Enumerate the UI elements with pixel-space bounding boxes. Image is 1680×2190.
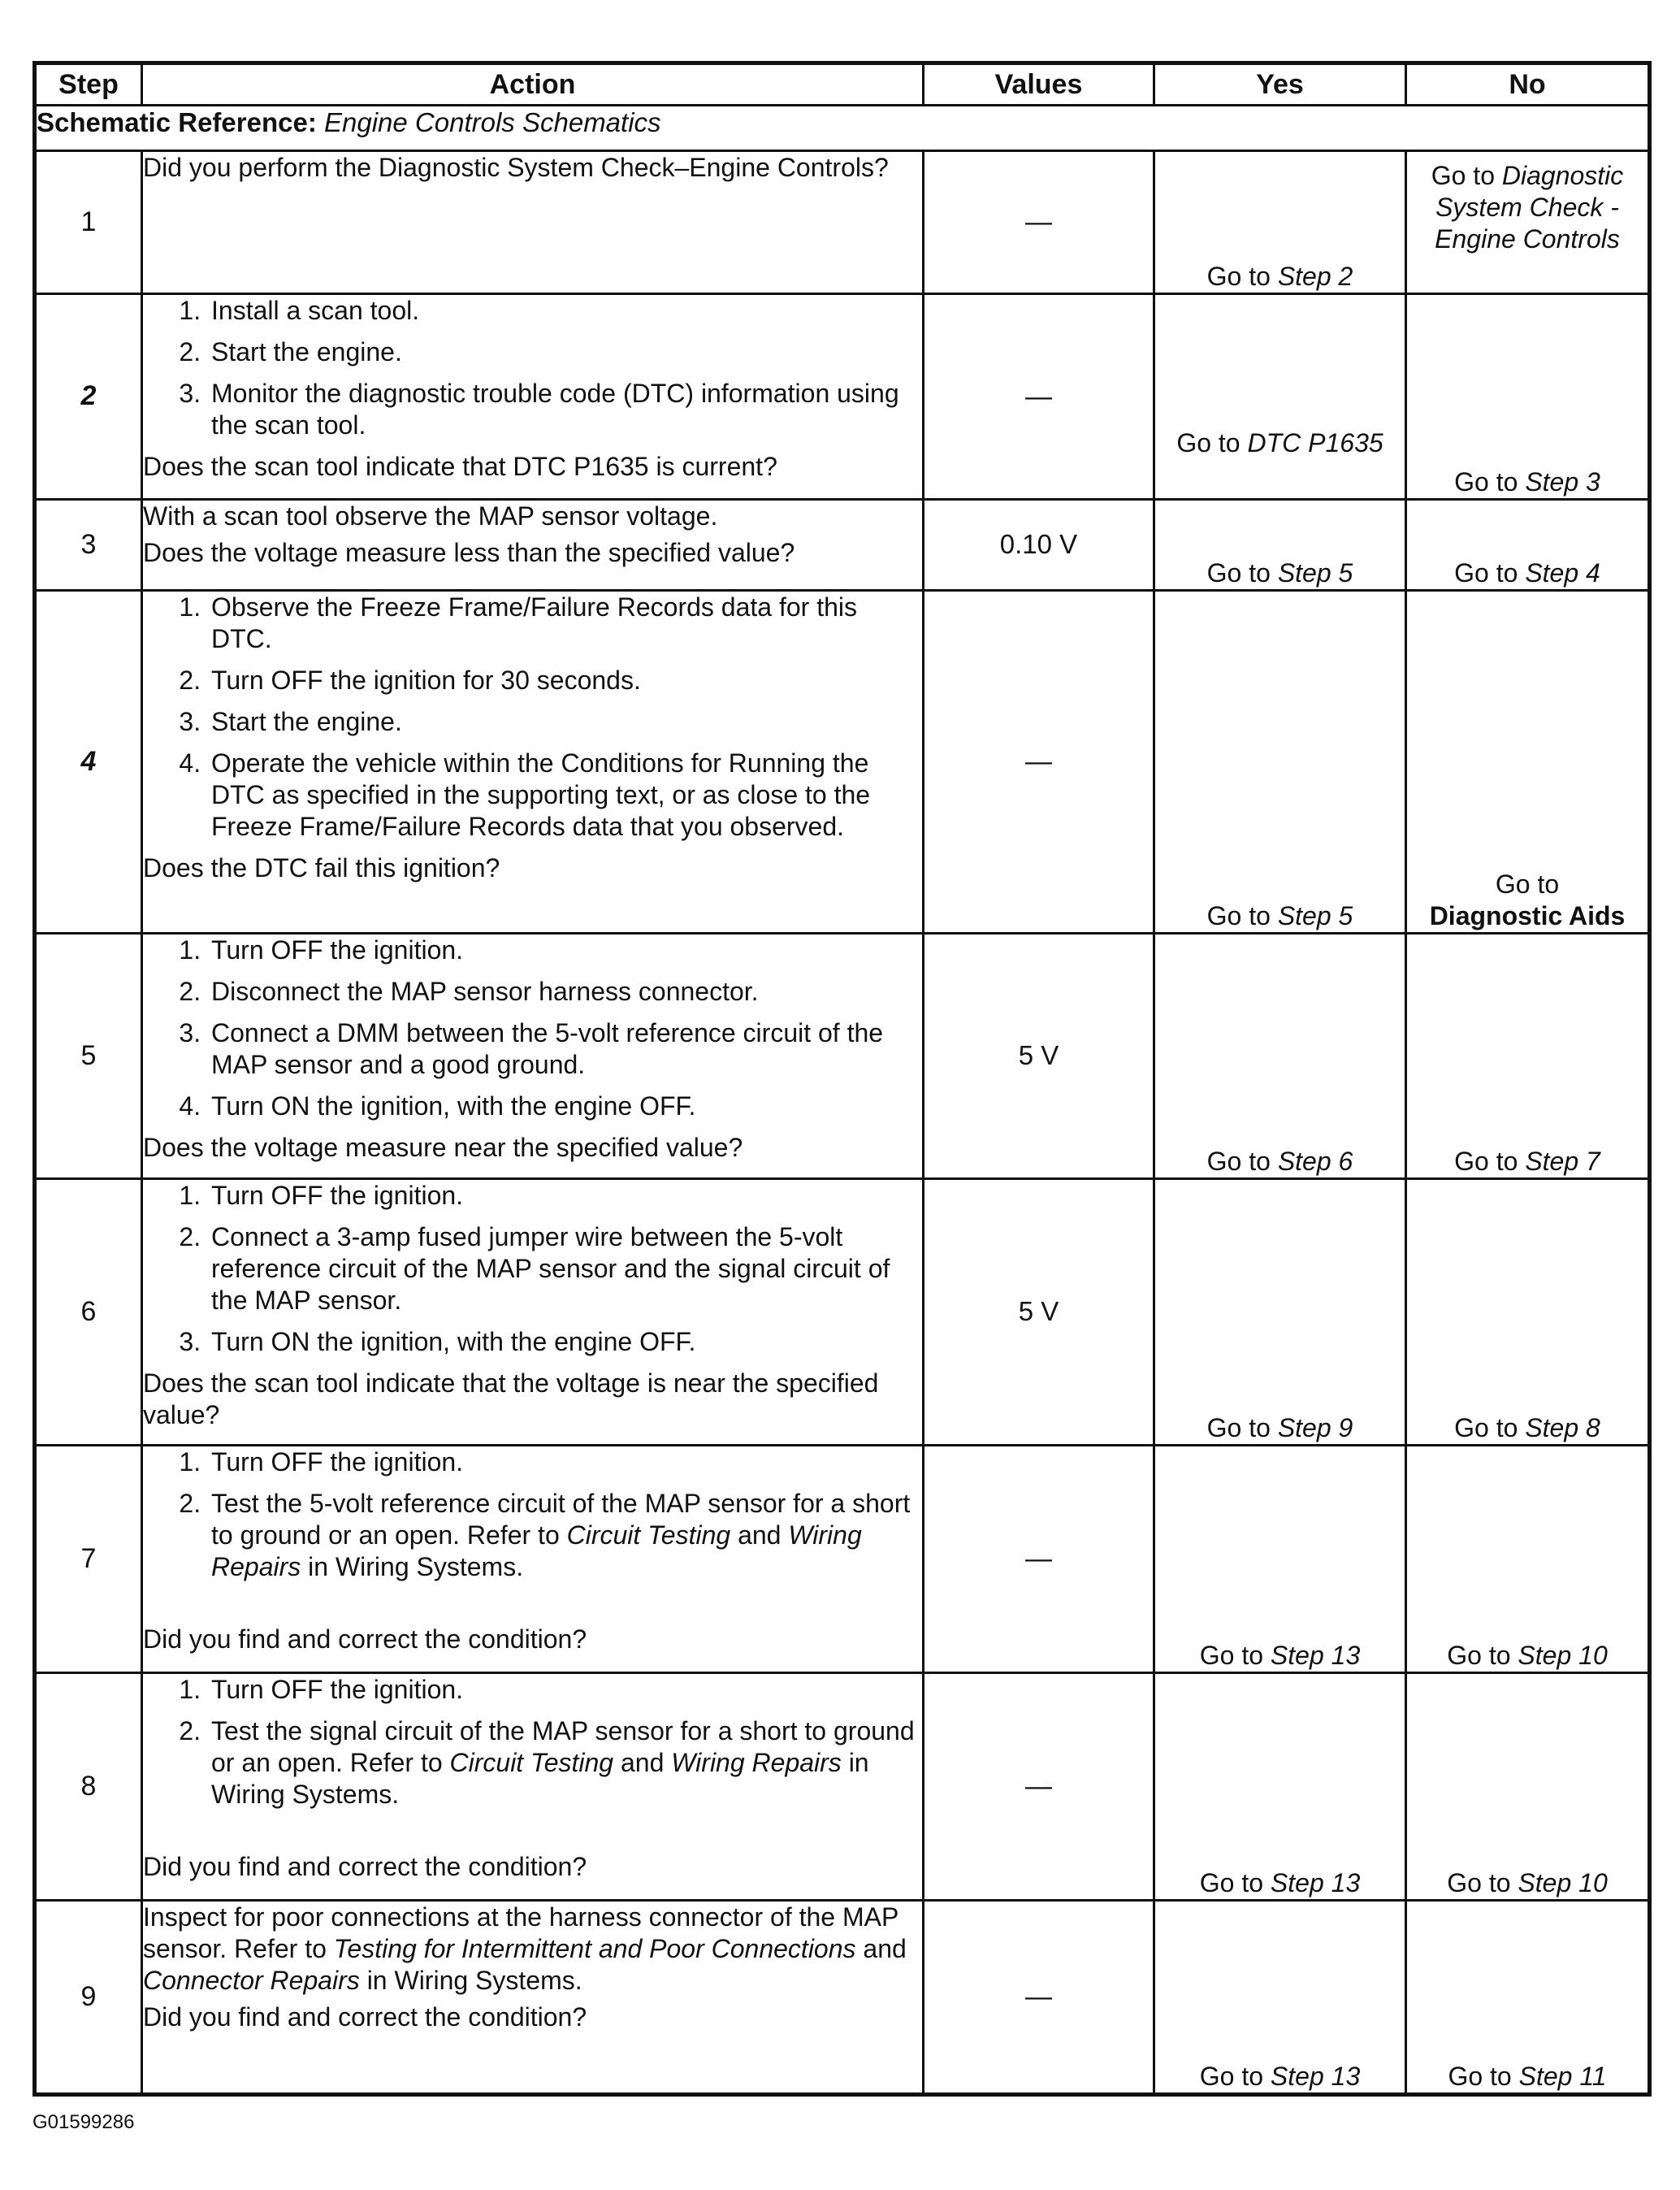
step-number: 4 <box>35 591 142 934</box>
header-values: Values <box>924 63 1154 106</box>
figure-id: G01599286 <box>32 2111 135 2133</box>
action-intro: With a scan tool observe the MAP sensor voltage. <box>143 501 718 531</box>
yes-cell: Go to DTC P1635 <box>1154 294 1406 500</box>
goto-link[interactable]: Step 9 <box>1277 1412 1353 1442</box>
values-cell: — <box>924 1901 1154 2095</box>
schematic-reference-row <box>35 106 1650 151</box>
action-cell <box>142 151 924 294</box>
step-number: 2 <box>35 294 142 500</box>
action-list <box>143 1674 922 1811</box>
action-question: Did you find and correct the condition? <box>143 1852 587 1882</box>
action-item: 1. Turn OFF the ignition. <box>208 1180 922 1212</box>
header-action: Action <box>142 63 924 106</box>
header-yes: Yes <box>1154 63 1406 106</box>
no-cell: Go to Step 10 <box>1406 1673 1650 1901</box>
action-cell <box>142 1446 924 1673</box>
action-intro: Inspect for poor connections at the harness connector of the MAP sensor. Refer to Testing for Intermittent and Poor Connections and Connector Repairs in Wiring Systems. <box>143 1902 907 1996</box>
goto-link[interactable]: Diagnostic System Check - Engine Controls <box>1435 161 1624 254</box>
action-item: 1. Turn OFF the ignition. <box>208 935 922 966</box>
table-row <box>35 294 1650 500</box>
goto-link[interactable]: Step 13 <box>1270 1867 1361 1897</box>
action-cell <box>142 1673 924 1901</box>
action-question: Does the voltage measure less than the specified value? <box>143 538 795 568</box>
reference-link[interactable]: Circuit Testing <box>566 1520 731 1550</box>
reference-link[interactable]: Testing for Intermittent and Poor Connections <box>333 1934 856 1964</box>
no-cell: Go to Diagnostic System Check - Engine Controls <box>1406 151 1650 294</box>
no-cell: Go to Step 4 <box>1406 500 1650 591</box>
action-item: 2. Disconnect the MAP sensor harness connector. <box>208 976 922 1008</box>
goto-link[interactable]: DTC P1635 <box>1247 427 1383 458</box>
table-row <box>35 934 1650 1179</box>
values-cell: — <box>924 151 1154 294</box>
values-cell: — <box>924 1446 1154 1673</box>
diagnostic-table <box>32 61 1652 2097</box>
step-number: 6 <box>35 1179 142 1446</box>
action-item: 1. Turn OFF the ignition. <box>208 1446 922 1478</box>
no-cell: Go to Step 8 <box>1406 1179 1650 1446</box>
yes-cell: Go to Step 5 <box>1154 591 1406 934</box>
table-row <box>35 591 1650 934</box>
step-number: 8 <box>35 1673 142 1901</box>
goto-link[interactable]: Step 8 <box>1525 1412 1600 1442</box>
step-number: 1 <box>35 151 142 294</box>
table-row <box>35 1446 1650 1673</box>
goto-link[interactable]: Step 2 <box>1277 261 1353 291</box>
reference-link[interactable]: Wiring Repairs <box>211 1520 862 1582</box>
table-row <box>35 1673 1650 1901</box>
table-row <box>35 500 1650 591</box>
action-item: 3. Connect a DMM between the 5-volt reference circuit of the MAP sensor and a good ground. <box>208 1017 922 1081</box>
schematic-label: Schematic Reference: <box>37 107 317 137</box>
action-item: 3. Start the engine. <box>208 706 922 738</box>
action-list <box>143 592 922 843</box>
action-question: Does the scan tool indicate that the voltage is near the specified value? <box>143 1368 879 1430</box>
action-list <box>143 1446 922 1583</box>
reference-link[interactable]: Connector Repairs <box>143 1966 360 1996</box>
action-cell <box>142 1179 924 1446</box>
action-question: Does the voltage measure near the specified value? <box>143 1133 743 1163</box>
header-no: No <box>1406 63 1650 106</box>
goto-link[interactable]: Step 13 <box>1270 1640 1361 1670</box>
action-list <box>143 1180 922 1358</box>
step-number: 9 <box>35 1901 142 2095</box>
action-item: 2. Connect a 3-amp fused jumper wire between the 5-volt reference circuit of the MAP sensor and the signal circuit of the MAP sensor. <box>208 1221 922 1316</box>
action-item: 3. Monitor the diagnostic trouble code (DTC) information using the scan tool. <box>208 378 922 441</box>
step-number: 3 <box>35 500 142 591</box>
action-item: 1. Install a scan tool. <box>208 295 922 327</box>
no-cell: Go to Diagnostic Aids <box>1406 591 1650 934</box>
action-question: Did you find and correct the condition? <box>143 2002 587 2032</box>
no-cell: Go to Step 7 <box>1406 934 1650 1179</box>
action-item: 4. Operate the vehicle within the Conditions for Running the DTC as specified in the supporting text, or as close to the Freeze Frame/Failure Records data that you observed. <box>208 748 922 843</box>
action-item: 1. Observe the Freeze Frame/Failure Records data for this DTC. <box>208 592 922 655</box>
action-cell <box>142 294 924 500</box>
goto-link[interactable]: Step 6 <box>1277 1146 1353 1176</box>
reference-link[interactable]: Circuit Testing <box>449 1748 614 1778</box>
goto-link[interactable]: Step 11 <box>1518 2061 1607 2091</box>
action-item: 3. Turn ON the ignition, with the engine OFF. <box>208 1326 922 1358</box>
values-cell: 0.10 V <box>924 500 1154 591</box>
action-list <box>143 295 922 441</box>
no-cell: Go to Step 11 <box>1406 1901 1650 2095</box>
action-cell <box>142 500 924 591</box>
action-item: 2. Test the 5-volt reference circuit of the MAP sensor for a short to ground or an open. Refer to Circuit Testing and Wiring Repairs in Wiring Systems. <box>208 1488 922 1583</box>
action-item: 1. Turn OFF the ignition. <box>208 1674 922 1706</box>
yes-cell: Go to Step 13 <box>1154 1673 1406 1901</box>
header-step: Step <box>35 63 142 106</box>
no-cell: Go to Step 3 <box>1406 294 1650 500</box>
goto-link[interactable]: Step 7 <box>1525 1146 1600 1176</box>
schematic-reference <box>35 106 1650 151</box>
yes-cell: Go to Step 9 <box>1154 1179 1406 1446</box>
goto-link[interactable]: Step 10 <box>1518 1867 1608 1897</box>
table-row <box>35 1901 1650 2095</box>
action-question: Does the DTC fail this ignition? <box>143 853 500 883</box>
yes-cell: Go to Step 13 <box>1154 1446 1406 1673</box>
action-cell <box>142 1901 924 2095</box>
goto-link[interactable]: Step 3 <box>1525 466 1600 497</box>
action-item: 4. Turn ON the ignition, with the engine OFF. <box>208 1091 922 1122</box>
action-item: 2. Turn OFF the ignition for 30 seconds. <box>208 665 922 696</box>
reference-link[interactable]: Wiring Repairs <box>671 1748 842 1778</box>
step-number: 5 <box>35 934 142 1179</box>
yes-cell: Go to Step 6 <box>1154 934 1406 1179</box>
table-row <box>35 151 1650 294</box>
yes-cell: Go to Step 13 <box>1154 1901 1406 2095</box>
no-cell: Go to Step 10 <box>1406 1446 1650 1673</box>
action-list <box>143 935 922 1122</box>
values-cell: — <box>924 294 1154 500</box>
action-item: 2. Test the signal circuit of the MAP sensor for a short to ground or an open. Refer to Circuit Testing and Wiring Repairs in Wiring Systems. <box>208 1715 922 1811</box>
goto-link[interactable]: Diagnostic Aids <box>1429 900 1626 930</box>
action-question: Did you find and correct the condition? <box>143 1624 587 1654</box>
values-cell: 5 V <box>924 934 1154 1179</box>
goto-link[interactable]: Step 5 <box>1277 557 1353 588</box>
yes-cell: Go to Step 2 <box>1154 151 1406 294</box>
goto-link[interactable]: Step 10 <box>1518 1640 1608 1670</box>
values-cell: — <box>924 591 1154 934</box>
goto-link[interactable]: Step 5 <box>1277 900 1353 930</box>
action-cell <box>142 934 924 1179</box>
action-question: Does the scan tool indicate that DTC P1635 is current? <box>143 452 777 482</box>
header-row <box>35 63 1650 106</box>
table-row <box>35 1179 1650 1446</box>
goto-link[interactable]: Step 4 <box>1525 557 1600 588</box>
action-cell <box>142 591 924 934</box>
step-number: 7 <box>35 1446 142 1673</box>
action-item: 2. Start the engine. <box>208 336 922 368</box>
schematic-link[interactable]: Engine Controls Schematics <box>324 107 661 137</box>
values-cell: — <box>924 1673 1154 1901</box>
goto-link[interactable]: Step 13 <box>1270 2061 1361 2091</box>
values-cell: 5 V <box>924 1179 1154 1446</box>
action-intro: Did you perform the Diagnostic System Check–Engine Controls? <box>143 153 889 182</box>
yes-cell: Go to Step 5 <box>1154 500 1406 591</box>
